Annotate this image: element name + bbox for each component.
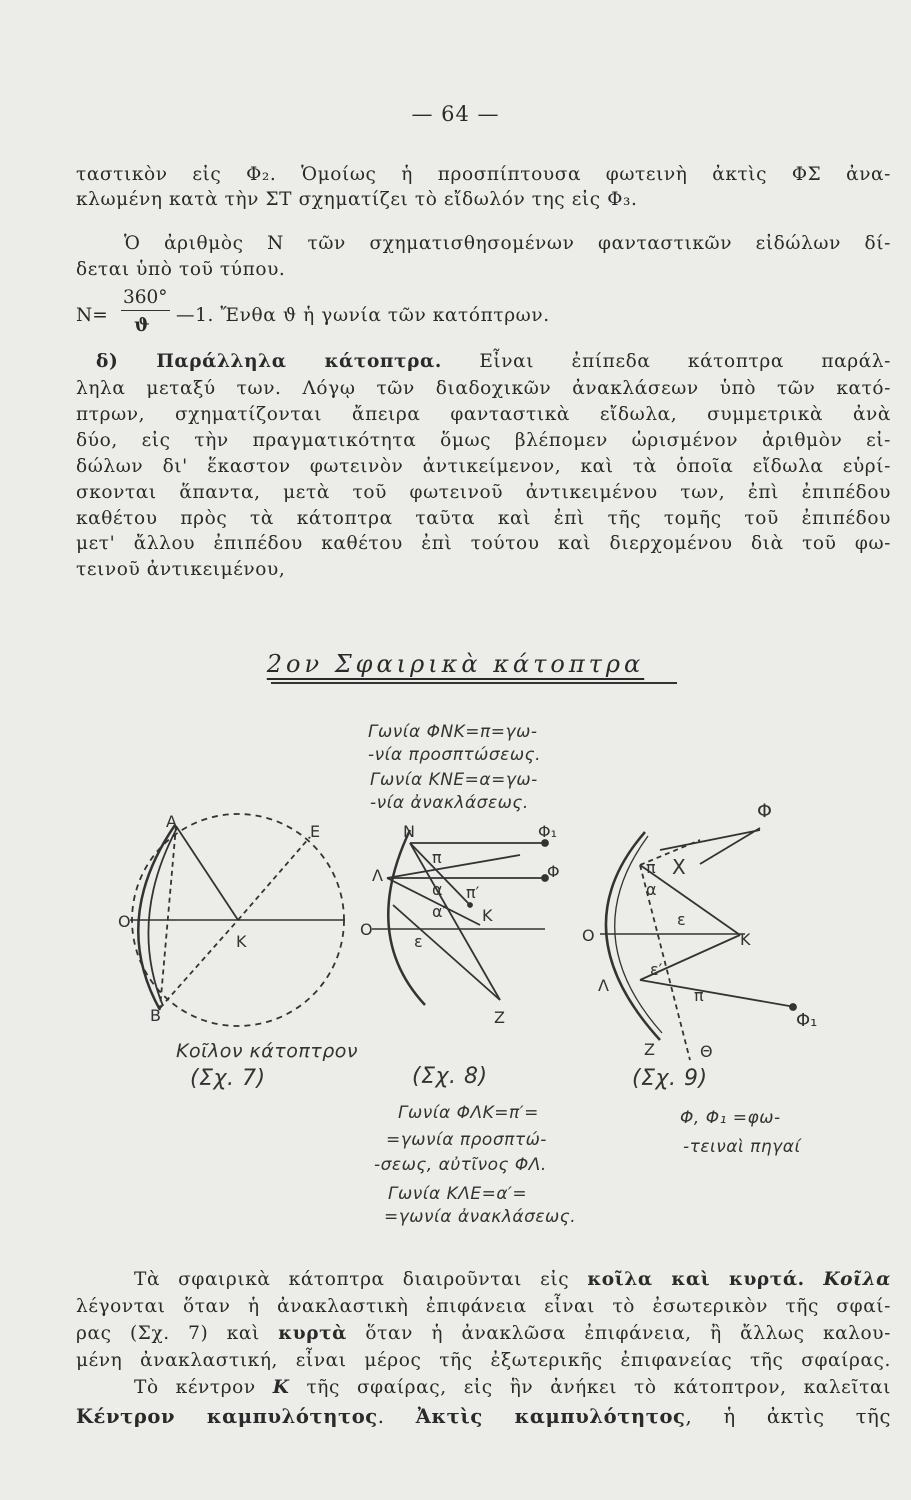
text-line: μετ' ἄλλου ἐπιπέδου καθέτου ἐπὶ τούτου καὶ διερχομένου διὰ τοῦ φω- xyxy=(76,533,891,554)
point-label: Φ xyxy=(547,862,560,881)
point-label: Α xyxy=(166,812,177,831)
text-run: Τὸ κέντρον xyxy=(134,1377,273,1398)
bold-term: Κέντρον καμπυλότητος xyxy=(76,1405,378,1428)
point-label: α xyxy=(432,880,443,899)
text-run: τῆς σφαίρας, εἰς ἣν ἀνήκει τὸ κάτοπτρον, καλεῖται xyxy=(289,1377,891,1398)
fig-note: -νία ἀνακλάσεως. xyxy=(370,793,529,813)
point-label: Λ xyxy=(598,976,609,995)
fig-note: -τειναὶ πηγαί xyxy=(683,1137,801,1157)
bold-term: κυρτὰ xyxy=(278,1323,347,1344)
text-line: ταστικὸν εἰς Φ₂. Ὁμοίως ἡ προσπίπτουσα φωτεινὴ ἀκτὶς ΦΣ ἀνα- xyxy=(76,164,891,185)
fig8-diagram xyxy=(372,830,548,1005)
section-title-text: 2ον Σφαιρικὰ κάτοπτρα xyxy=(266,650,645,678)
point-label: ε xyxy=(677,910,686,929)
text-line xyxy=(134,1268,891,1292)
text-run: ρας (Σχ. 7) καὶ xyxy=(76,1323,279,1344)
text-line: καθέτου πρὸς τὰ κάτοπτρα ταῦτα καὶ ἐπὶ τῆς τομῆς τοῦ ἐπιπέδου xyxy=(76,508,891,529)
point-label: Ο xyxy=(118,912,131,931)
point-label: Κ xyxy=(482,906,493,925)
bold-term: κοῖλα καὶ κυρτά. xyxy=(587,1269,805,1290)
point-label: Φ₁ xyxy=(796,1010,818,1031)
point-label: Φ₁ xyxy=(538,822,558,841)
text-run: ὅταν ἡ ἀνακλῶσα ἐπιφάνεια, ἢ ἄλλως καλου- xyxy=(347,1323,891,1344)
text-line: κλωμένη κατὰ τὴν ΣΤ σχηματίζει τὸ εἴδωλόν της εἰς Φ₃. xyxy=(76,189,638,210)
formula-lhs: N= xyxy=(76,305,108,326)
text-run: . xyxy=(377,1405,416,1428)
text-run: , ἡ ἀκτὶς τῆς xyxy=(685,1405,891,1428)
point-label: ε xyxy=(414,932,423,951)
point-label: Ο xyxy=(582,926,595,945)
point-label: Ο xyxy=(360,920,373,939)
point-label: Β xyxy=(150,1006,161,1025)
text-line: δώλων δι' ἕκαστον φωτεινὸν ἀντικείμενον, καὶ τὰ ὁποῖα εἴδωλα εὑρί- xyxy=(76,456,891,477)
page-number: — 64 — xyxy=(411,102,500,126)
text-line: δύο, εἰς τὴν πραγματικότητα ὅμως βλέπομεν ὡρισμένον ἀριθμὸν εἰ- xyxy=(76,430,891,451)
fig-note: -σεως, αὐτῖνος ΦΛ. xyxy=(374,1155,547,1175)
point-label: ε′ xyxy=(650,960,663,979)
text-line xyxy=(76,1322,891,1346)
text-line xyxy=(134,1376,891,1400)
point-label: Θ xyxy=(700,1042,713,1061)
text-line: Ὁ ἀριθμὸς Ν τῶν σχηματισθησομένων φανταστικῶν εἰδώλων δί- xyxy=(124,233,891,254)
bold-term: Ἀκτὶς καμπυλότητος xyxy=(415,1405,686,1428)
point-label: Ν xyxy=(403,822,415,841)
point-label: Ε xyxy=(310,822,321,841)
fig7-caption: (Σχ. 7) xyxy=(190,1066,266,1091)
formula-denominator: ϑ xyxy=(134,315,150,336)
point-label: Ζ xyxy=(644,1040,655,1059)
point-label: π′ xyxy=(466,883,480,902)
fig-note: -νία προσπτώσεως. xyxy=(368,745,541,765)
subsection-heading: δ) Παράλληλα κάτοπτρα. xyxy=(96,351,442,372)
text-line: σκονται ἅπαντα, μετὰ τοῦ φωτεινοῦ ἀντικειμένου των, ἐπὶ ἐπιπέδου xyxy=(76,482,891,503)
text-line: μένη ἀνακλαστική, εἶναι μέρος τῆς ἐξωτερικῆς ἐπιφανείας τῆς σφαίρας. xyxy=(76,1350,891,1371)
text-run: Εἶναι ἐπίπεδα κάτοπτρα παράλ- xyxy=(441,351,891,372)
point-label: π xyxy=(432,848,442,867)
fig-note: Γωνία ΦΝΚ=π=γω- xyxy=(368,722,538,742)
bold-term: Κ xyxy=(272,1377,290,1398)
fig-note: =γωνία προσπτώ- xyxy=(386,1130,547,1150)
text-line: λέγονται ὅταν ἡ ἀνακλαστικὴ ἐπιφάνεια εἶναι τὸ ἐσωτερικὸν τῆς σφαί- xyxy=(76,1296,891,1317)
formula-numerator: 360° xyxy=(121,287,170,311)
text-run: Τὰ σφαιρικὰ κάτοπτρα διαιροῦνται εἰς xyxy=(134,1269,588,1290)
formula-rest: —1. Ἔνθα ϑ ἡ γωνία τῶν κατόπτρων. xyxy=(176,305,550,326)
fig9-caption: (Σχ. 9) xyxy=(632,1066,708,1091)
point-label: Λ xyxy=(372,866,383,885)
bold-term: Κοῖλα xyxy=(804,1269,891,1290)
fig-note: Φ, Φ₁ =φω- xyxy=(680,1108,781,1128)
text-line: τεινοῦ ἀντικειμένου, xyxy=(76,559,286,580)
fig-note: =γωνία ἀνακλάσεως. xyxy=(384,1207,577,1227)
fig7-label: Κοῖλον κάτοπτρον xyxy=(176,1040,358,1062)
point-label: Ζ xyxy=(494,1008,505,1027)
point-label: Χ xyxy=(672,855,686,879)
point-label: α xyxy=(646,880,657,899)
fig-note: Γωνία ΚΝΕ=α=γω- xyxy=(370,770,538,790)
point-label: Κ xyxy=(740,930,751,949)
fig7-diagram xyxy=(130,814,345,1026)
text-line: δεται ὑπὸ τοῦ τύπου. xyxy=(76,259,286,280)
fig-note: Γωνία ΚΛΕ=α′= xyxy=(388,1184,528,1204)
text-line: πτρων, σχηματίζονται ἄπειρα φανταστικὰ εἴδωλα, συμμετρικὰ ἀνὰ xyxy=(76,404,891,425)
point-label: π xyxy=(694,986,704,1005)
text-line xyxy=(76,1405,891,1429)
fig-note: Γωνία ΦΛΚ=π′= xyxy=(398,1103,539,1123)
text-line: ληλα μεταξύ των. Λόγῳ τῶν διαδοχικῶν ἀνακλάσεων ὑπὸ τῶν κατό- xyxy=(76,378,891,399)
point-label: Κ xyxy=(236,932,247,951)
fig8-caption: (Σχ. 8) xyxy=(412,1064,488,1089)
fig9-diagram xyxy=(600,828,796,1060)
point-label: Φ xyxy=(757,800,772,822)
point-label: π xyxy=(646,858,656,877)
point-label: α′ xyxy=(432,902,447,921)
